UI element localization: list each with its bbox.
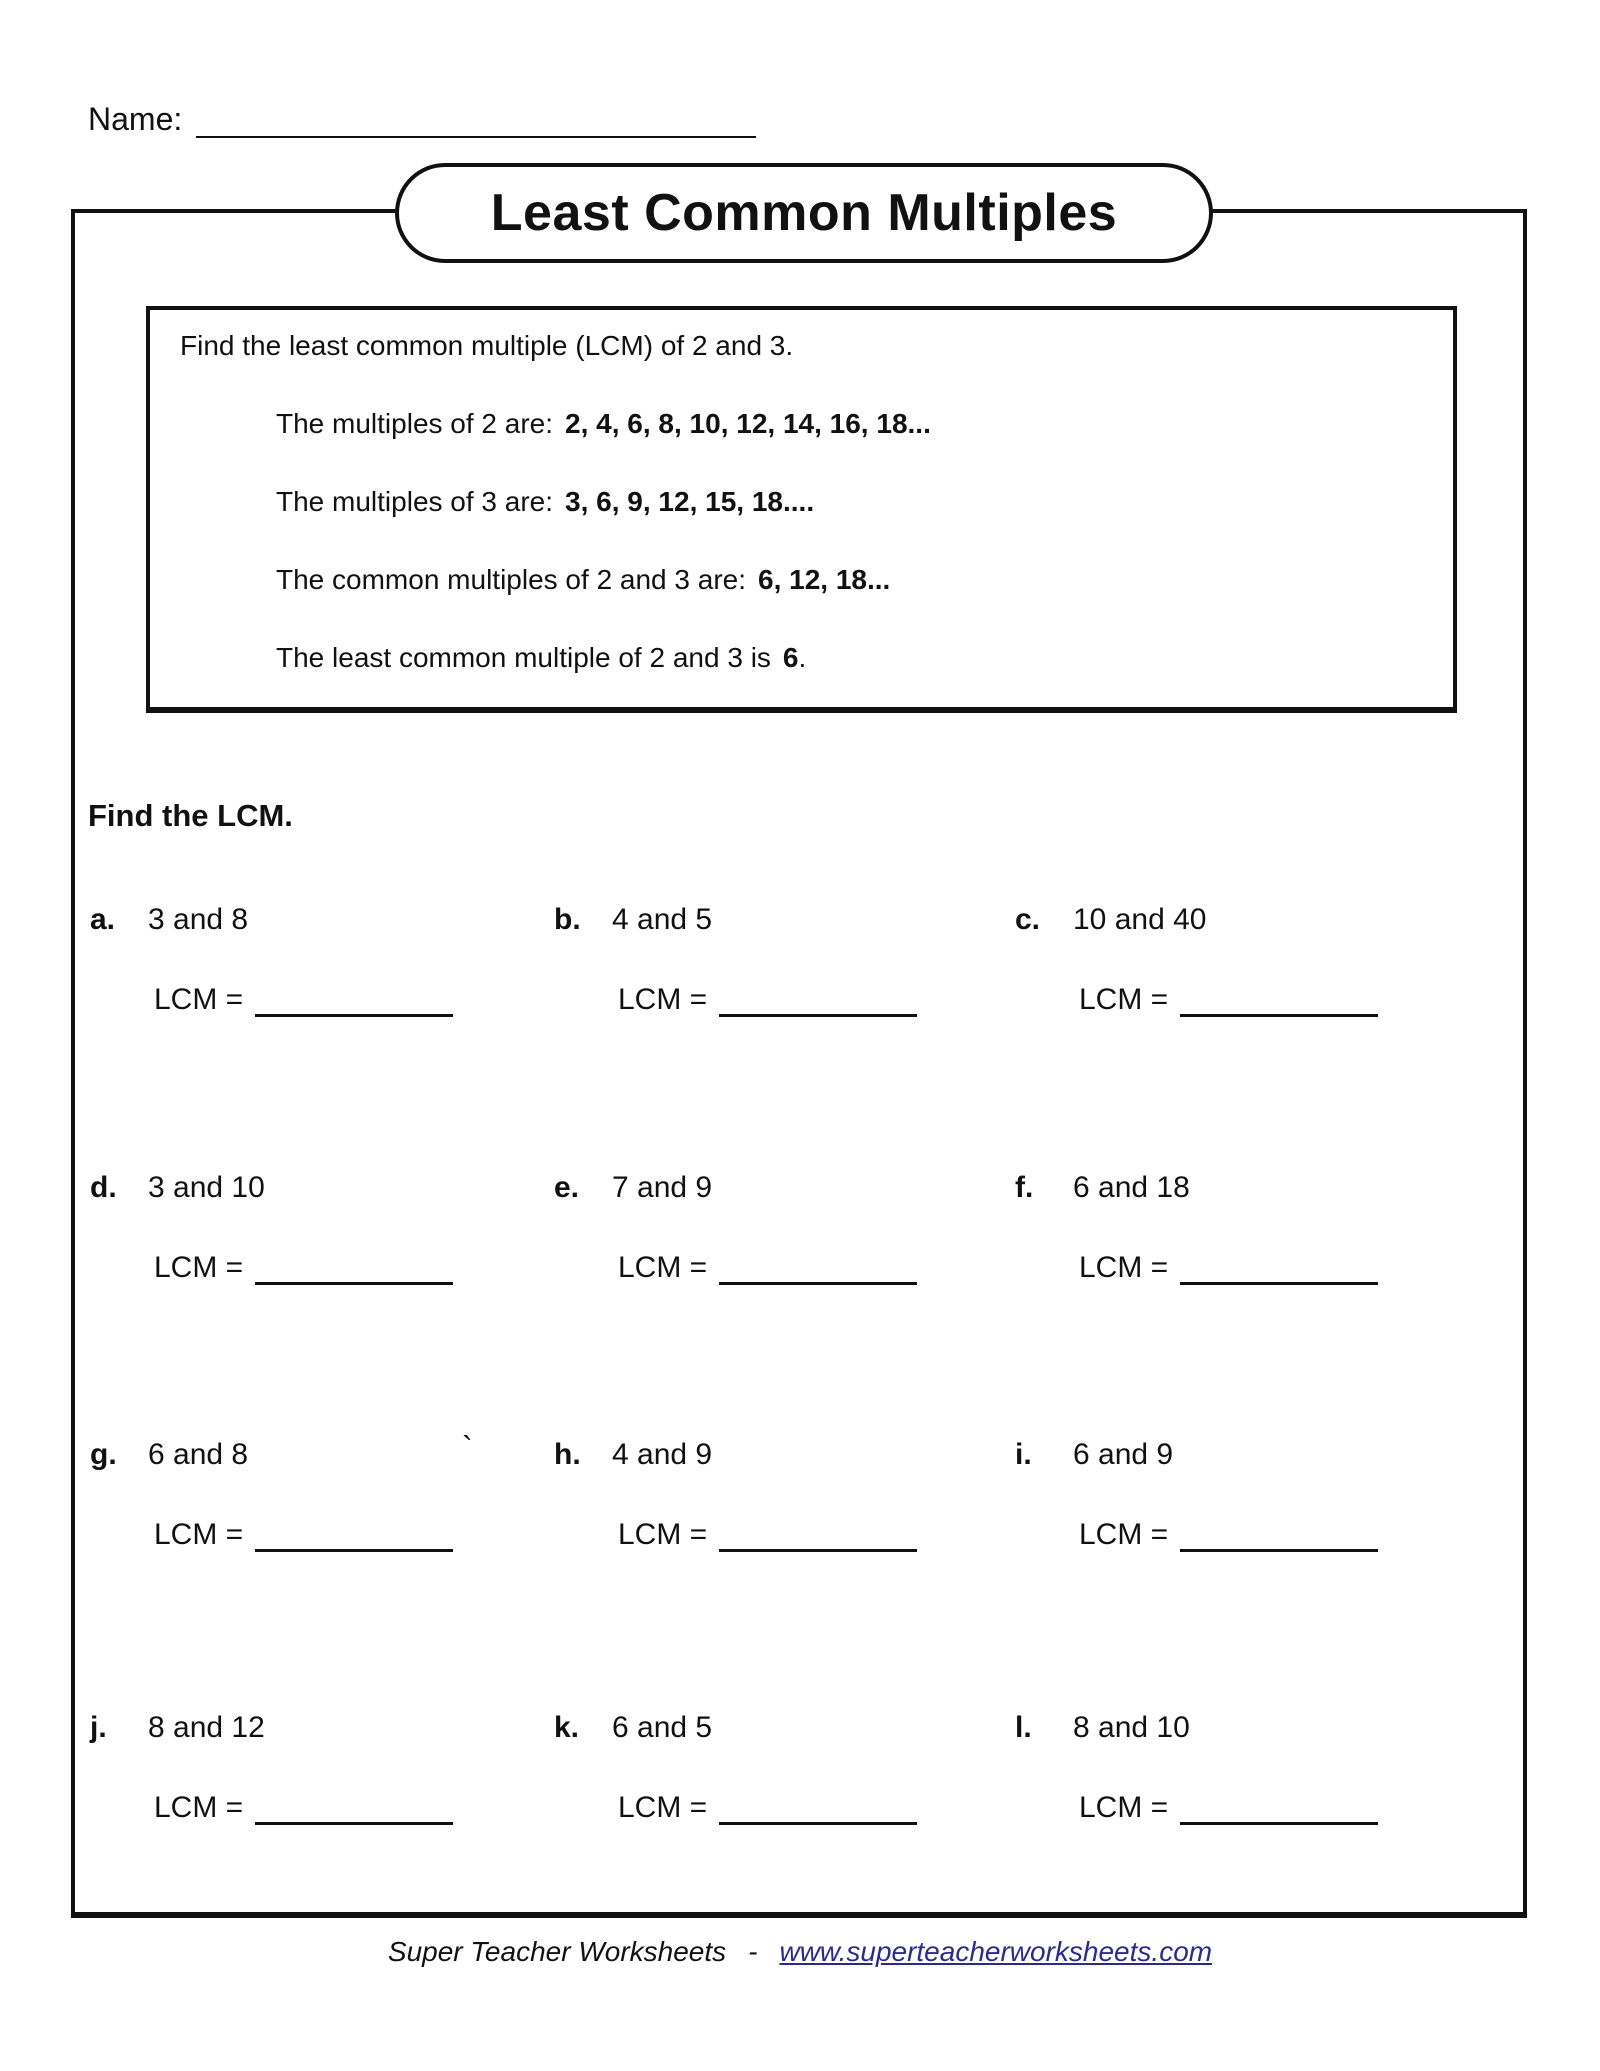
answer-blank xyxy=(719,1786,917,1825)
problem-numbers: 3 and 8 xyxy=(148,903,249,936)
footer-separator: - xyxy=(748,1936,758,1967)
problem-letter: a. xyxy=(90,903,116,936)
lcm-line xyxy=(1079,978,1378,1017)
instruction-text: Find the LCM. xyxy=(88,798,293,833)
lcm-label: LCM = xyxy=(1079,1251,1169,1284)
problem-line xyxy=(554,1171,917,1205)
problem-line xyxy=(554,903,917,937)
problem-line xyxy=(90,1438,453,1472)
lcm-line xyxy=(1079,1246,1378,1285)
answer-blank xyxy=(719,978,917,1017)
answer-blank xyxy=(1180,1786,1378,1825)
name-label: Name: xyxy=(88,101,183,137)
problem-letter: i. xyxy=(1015,1438,1032,1471)
problem-line xyxy=(90,1171,453,1205)
lcm-line xyxy=(618,1513,917,1552)
problem-letter: e. xyxy=(554,1171,580,1204)
lcm-line xyxy=(154,978,453,1017)
problem-numbers: 6 and 5 xyxy=(612,1711,713,1744)
multiples-label: The multiples of 2 are: xyxy=(276,408,554,439)
answer-blank xyxy=(1180,978,1378,1017)
problem-letter: f. xyxy=(1015,1171,1034,1204)
multiples-values: 2, 4, 6, 8, 10, 12, 14, 16, 18... xyxy=(565,408,931,439)
problem-numbers: 6 and 9 xyxy=(1073,1438,1174,1471)
lcm-label: LCM = xyxy=(618,1791,708,1824)
lcm-line xyxy=(618,1246,917,1285)
name-row xyxy=(88,98,756,138)
lcm-label: LCM = xyxy=(1079,983,1169,1016)
problem-numbers: 8 and 12 xyxy=(148,1711,265,1744)
example-line-multiples-of-3 xyxy=(276,486,1423,518)
answer-blank xyxy=(255,1786,453,1825)
problem-numbers: 8 and 10 xyxy=(1073,1711,1190,1744)
footer-link[interactable]: www.superteacherworksheets.com xyxy=(779,1936,1213,1967)
problem-numbers: 7 and 9 xyxy=(612,1171,713,1204)
multiples-values: 6 xyxy=(782,642,799,673)
lcm-label: LCM = xyxy=(154,1791,244,1824)
answer-blank xyxy=(1180,1246,1378,1285)
line-suffix: . xyxy=(798,642,807,673)
name-blank xyxy=(196,98,756,138)
page-title: Least Common Multiples xyxy=(490,184,1118,242)
example-intro: Find the least common multiple (LCM) of 2 and 3. xyxy=(180,330,794,361)
lcm-line xyxy=(618,978,917,1017)
problem-cell-h xyxy=(554,1438,917,1552)
problem-numbers: 4 and 5 xyxy=(612,903,713,936)
problem-letter: l. xyxy=(1015,1711,1032,1744)
example-box xyxy=(146,306,1457,713)
answer-blank xyxy=(255,1513,453,1552)
problem-cell-a xyxy=(90,903,453,1017)
problem-letter: k. xyxy=(554,1711,580,1744)
lcm-label: LCM = xyxy=(618,1518,708,1551)
problem-letter: h. xyxy=(554,1438,581,1471)
problem-cell-k xyxy=(554,1711,917,1825)
problem-letter: g. xyxy=(90,1438,117,1471)
answer-blank xyxy=(1180,1513,1378,1552)
problem-line xyxy=(1015,1438,1378,1472)
answer-blank xyxy=(255,1246,453,1285)
example-line-common-multiples xyxy=(276,564,1423,596)
problem-cell-b xyxy=(554,903,917,1017)
lcm-line xyxy=(154,1513,453,1552)
lcm-label: LCM = xyxy=(1079,1518,1169,1551)
problem-cell-d xyxy=(90,1171,453,1285)
problem-letter: d. xyxy=(90,1171,117,1204)
lcm-line xyxy=(154,1786,453,1825)
lcm-line xyxy=(1079,1786,1378,1825)
problem-cell-l xyxy=(1015,1711,1378,1825)
problem-numbers: 3 and 10 xyxy=(148,1171,265,1204)
problem-numbers: 6 and 8 xyxy=(148,1438,249,1471)
lcm-label: LCM = xyxy=(618,1251,708,1284)
problem-cell-e xyxy=(554,1171,917,1285)
answer-blank xyxy=(719,1246,917,1285)
lcm-label: LCM = xyxy=(154,983,244,1016)
example-line-least-common-multiple xyxy=(276,642,1423,674)
problem-line xyxy=(1015,1711,1378,1745)
stray-tick-mark: ` xyxy=(462,1430,473,1466)
problem-cell-c xyxy=(1015,903,1378,1017)
answer-blank xyxy=(719,1513,917,1552)
lcm-line xyxy=(618,1786,917,1825)
problem-cell-j xyxy=(90,1711,453,1825)
problem-line xyxy=(90,1711,453,1745)
problem-numbers: 4 and 9 xyxy=(612,1438,713,1471)
problem-line xyxy=(554,1438,917,1472)
answer-blank xyxy=(255,978,453,1017)
multiples-label: The least common multiple of 2 and 3 is xyxy=(276,642,771,673)
problem-numbers: 6 and 18 xyxy=(1073,1171,1190,1204)
problem-cell-g xyxy=(90,1430,473,1552)
multiples-label: The common multiples of 2 and 3 are: xyxy=(276,564,747,595)
lcm-label: LCM = xyxy=(154,1518,244,1551)
problem-line xyxy=(554,1711,917,1745)
lcm-label: LCM = xyxy=(618,983,708,1016)
problem-letter: c. xyxy=(1015,903,1041,936)
example-line-multiples-of-2 xyxy=(276,408,1423,440)
problem-line xyxy=(1015,1171,1378,1205)
problem-line xyxy=(1015,903,1378,937)
footer xyxy=(0,1936,1600,1968)
footer-site-name: Super Teacher Worksheets xyxy=(387,1936,727,1967)
title-pill xyxy=(395,163,1213,263)
lcm-label: LCM = xyxy=(154,1251,244,1284)
problem-letter: b. xyxy=(554,903,581,936)
multiples-values: 3, 6, 9, 12, 15, 18.... xyxy=(565,486,815,517)
multiples-values: 6, 12, 18... xyxy=(758,564,891,595)
problem-numbers: 10 and 40 xyxy=(1073,903,1207,936)
problem-line xyxy=(90,903,453,937)
problem-letter: j. xyxy=(90,1711,107,1744)
lcm-label: LCM = xyxy=(1079,1791,1169,1824)
problem-cell-f xyxy=(1015,1171,1378,1285)
lcm-line xyxy=(1079,1513,1378,1552)
multiples-label: The multiples of 3 are: xyxy=(276,486,554,517)
problem-cell-i xyxy=(1015,1438,1378,1552)
lcm-line xyxy=(154,1246,453,1285)
